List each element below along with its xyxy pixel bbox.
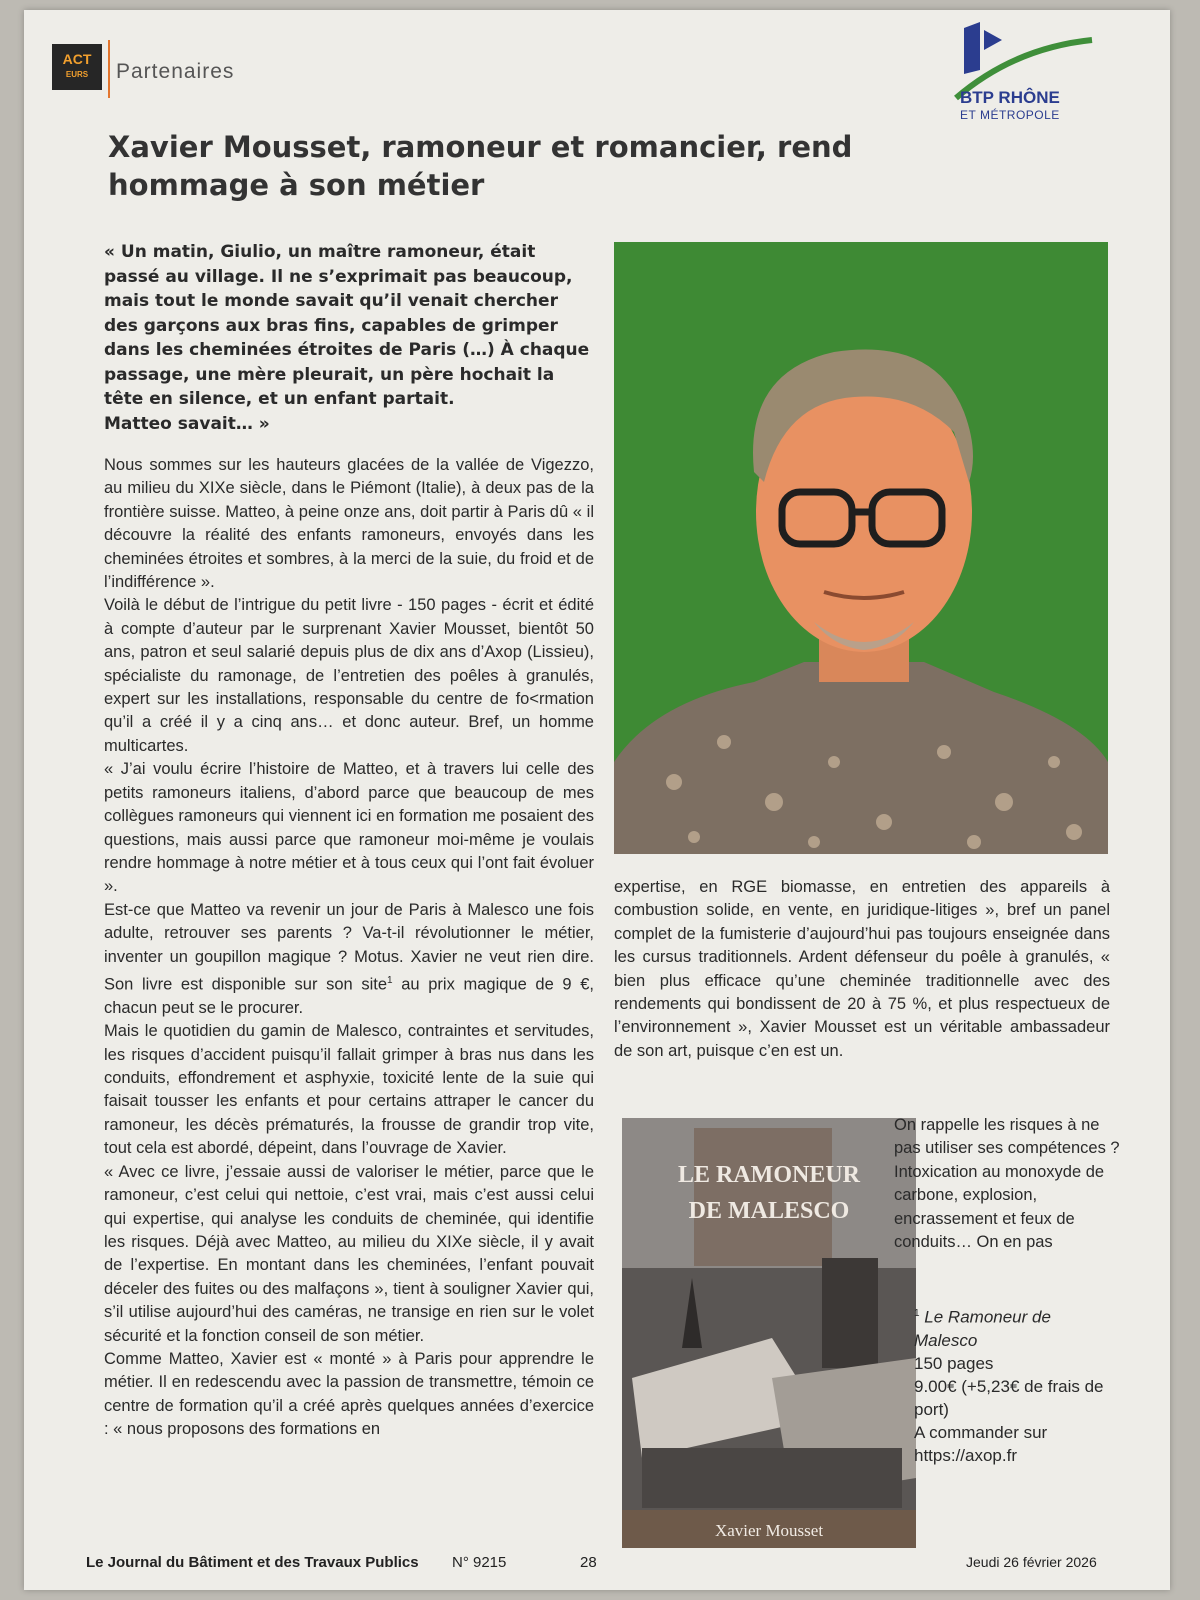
book-author: Xavier Mousset: [714, 1521, 824, 1540]
footer-journal-name: Le Journal du Bâtiment et des Travaux Publics: [86, 1554, 419, 1571]
paragraph-6: « Avec ce livre, j’essaie aussi de valoriser le métier, parce que le ramoneur, c’est celui qui nettoie, c’est vrai, mais c’est aussi celui qui expertise, qui analyse les conduits de cheminée, qui identifie les risques. Déjà avec Matteo, au milieu du XIXe siècle, il y avait de l’expertise. En montant dans les cheminées, l’enfant pouvait déceler des fuites ou des malfaçons », tient à souligner Xavier qui, s’il utilise aujourd’hui des caméras, ne transige en rien sur le volet sécurité et la fonction conseil de son métier.: [104, 1162, 594, 1345]
buildings: [642, 1448, 902, 1508]
right-column-text: expertise, en RGE biomasse, en entretien des appareils à combustion solide, en vente, en juridique-litiges », bref un panel complet de la fumisterie d’aujourd’hui pas toujours enseignée dans les cursus traditionnels. Ardent défenseur du poêle à granulés, « bien plus efficace qu’une cheminée traditionnelle avec des rendements qui bondissent de 20 à 75 %, et plus respectueux de l’environnement », Xavier Mousset est un véritable ambassadeur de son art, puisque c’en est un.: [614, 878, 1110, 1060]
book-footnote: [914, 1302, 1114, 1467]
footnote-ref: 1: [387, 974, 393, 986]
paragraph-3: « J’ai voulu écrire l’histoire de Matteo, et à travers lui celle des petits ramoneurs italiens, d’abord parce que beaucoup de mes collègues ramoneurs qui viennent ici en formation me posaient des questions, mais aussi parce que ramoneur moi-même je voulais rendre hommage à notre métier et à tous ceux qui l’ont fait évoluer ».: [104, 760, 594, 896]
footer-date: Jeudi 26 février 2026: [966, 1554, 1097, 1570]
book-cover-image: [622, 1118, 916, 1548]
badge-bottom-text: EURS: [65, 70, 89, 79]
article-headline: Xavier Mousset, ramoneur et romancier, rend hommage à son métier: [108, 130, 853, 202]
footer-issue-number: N° 9215: [452, 1554, 507, 1571]
section-divider: [108, 40, 110, 98]
logo-bar-1: [964, 22, 980, 74]
footnote-url[interactable]: https://axop.fr: [914, 1445, 1017, 1465]
footnote-title-line: [914, 1302, 1114, 1352]
paragraph-4: [104, 899, 594, 1021]
footnote-mark: 1: [914, 1308, 920, 1319]
book-title-line1: LE RAMONEUR: [677, 1162, 861, 1188]
side-column: [894, 1114, 1120, 1254]
footer-page-number: 28: [580, 1554, 597, 1571]
paragraph-2: Voilà le début de l’intrigue du petit livre - 150 pages - écrit et édité à compte d’auteur par le surprenant Xavier Mousset, bientôt 50 ans, patron et seul salarié depuis plus de dix ans d’Axop (Lissieu), spécialiste du ramonage, de l’entretien des poêles à granulés, expert sur les installations, responsable du centre de fo<rmation qu’il a créé il y a cinq ans… et donc auteur. Bref, un homme multicartes.: [104, 596, 594, 755]
paragraph-7: Comme Matteo, Xavier est « monté » à Paris pour apprendre le métier. Il en redescendu avec la passion de transmettre, témoin ce centre de formation qu’il a créé après quelques années d’exercice : « nous proposons des formations en: [104, 1349, 594, 1439]
footnote-price: 9.00€ (+5,23€ de frais de port): [914, 1376, 1104, 1419]
intro-quote: [104, 240, 594, 436]
intro-quote-text: « Un matin, Giulio, un maître ramoneur, était passé au village. Il ne s’exprimait pas beaucoup, mais tout le monde savait qu’il venait chercher des garçons aux bras fins, capables de grimper dans les cheminées étroites de Paris (…) À chaque passage, une mère pleurait, un père hochait la tête en silence, et un enfant partait.: [104, 242, 590, 409]
footnote-pages: 150 pages: [914, 1353, 994, 1373]
section-title: Partenaires: [116, 60, 235, 83]
paragraph-4-b: au prix magique de 9 €, chacun peut se le procurer.: [104, 975, 595, 1017]
logo-text-main: BTP RHÔNE: [960, 88, 1060, 107]
badge-top-text: ACT: [62, 51, 92, 67]
acteurs-badge: [52, 44, 102, 90]
left-column: [104, 240, 594, 1442]
logo-flag: [984, 30, 1002, 50]
title-box: [694, 1128, 832, 1266]
paragraph-4-a: Est-ce que Matteo va revenir un jour de Paris à Malesco une fois adulte, retrouver ses parents ? Va-t-il révolutionner le métier, inventer un goupillon magique ? Motus. Xavier ne veut rien dire. Son livre est disponible sur son site: [104, 900, 594, 994]
right-column: [614, 876, 1110, 1063]
paragraph-1: Nous sommes sur les hauteurs glacées de la vallée de Vigezzo, au milieu du XIXe siècle, dans le Piémont (Italie), à deux pas de la frontière suisse. Matteo, à peine onze ans, doit partir à Paris dû « il découvre la réalité des enfants ramoneurs, envoyés dans les cheminées étroites et sombres, à la merci de la suie, du froid et de l’indifférence ».: [104, 456, 594, 592]
paragraph-5: Mais le quotidien du gamin de Malesco, contraintes et servitudes, les risques d’accident puisqu’il fallait grimper à bras nus dans les conduits, effondrement et asphyxie, toxicité lente de la suie qui faisait tousser les enfants et pour certains attraper le cancer du ramoneur, les décès prématurés, la frousse de grandir trop vite, tout cela est abordé, dépeint, dans l’ouvrage de Xavier.: [104, 1022, 594, 1158]
footnote-book-title: Le Ramoneur de Malesco: [914, 1307, 1051, 1350]
magazine-page: [24, 10, 1170, 1590]
book-title-line2: DE MALESCO: [688, 1198, 850, 1224]
tower: [822, 1258, 878, 1368]
footnote-order: A commander sur: [914, 1422, 1048, 1442]
side-column-text: On rappelle les risques à ne pas utiliser ses compétences ? Intoxication au monoxyde de carbone, explosion, encrassement et feux de conduits… On en pas: [894, 1116, 1120, 1252]
author-portrait-photo: [614, 242, 1108, 854]
intro-quote-sign: Matteo savait… »: [104, 413, 270, 434]
logo-text-sub: ET MÉTROPOLE: [960, 108, 1060, 122]
